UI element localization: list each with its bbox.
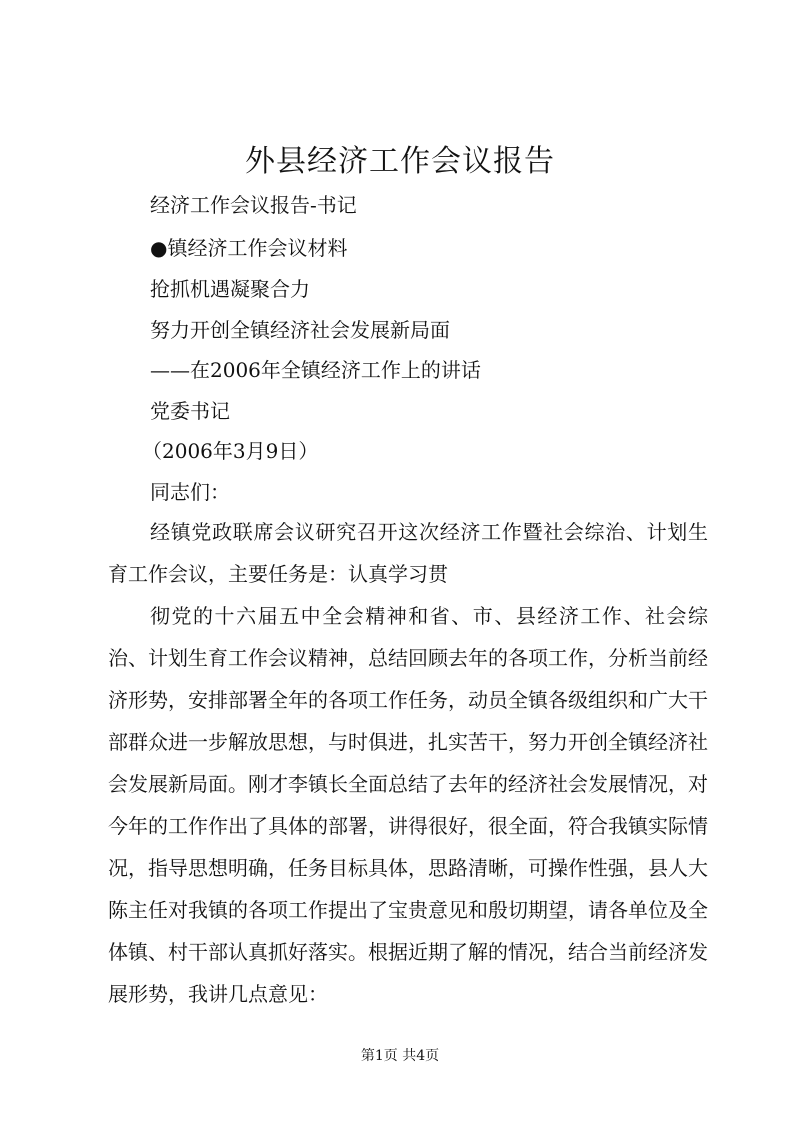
speaker-line: 党委书记 xyxy=(150,399,230,423)
salutation-line: 同志们： xyxy=(150,480,230,504)
material-line: ●镇经济工作会议材料 xyxy=(150,236,348,260)
body-paragraph: 经镇党政联席会议研究召开这次经济工作暨社会综治、计划生育工作会议，主要任务是：认真学习贯 xyxy=(108,520,708,586)
date-line: （2006年3月9日） xyxy=(142,439,319,463)
subtitle-line: 经济工作会议报告-书记 xyxy=(150,193,357,217)
slogan-line: 努力开创全镇经济社会发展新局面 xyxy=(150,318,450,342)
slogan-line: 抢抓机遇凝聚合力 xyxy=(150,277,310,301)
speech-caption-line: ——在2006年全镇经济工作上的讲话 xyxy=(150,358,481,382)
document-title: 外县经济工作会议报告 xyxy=(245,144,555,179)
body-paragraph: 彻党的十六届五中全会精神和省、市、县经济工作、社会综治、计划生育工作会议精神，总结回顾去年的各项工作，分析当前经济形势，安排部署全年的各项工作任务，动员全镇各级组织和广大干部群众进一步解放思想，与时俱进，扎实苦干，努力开创全镇经济社会发展新局面。刚才李镇长全面总结了去年的经济社会发展情况，对今年的工作作出了具体的部署，讲得很好，很全面，符合我镇实际情况，指导思想明确，任务目标具体，思路清晰，可操作性强，县人大陈主任对我镇的各项工作提出了宝贵意见和殷切期望，请各单位及全体镇、村干部认真抓好落实。根据近期了解的情况，结合当前经济发展形势，我讲几点意见： xyxy=(108,604,708,1006)
page-footer: 第1页 共4页 xyxy=(360,1048,440,1064)
